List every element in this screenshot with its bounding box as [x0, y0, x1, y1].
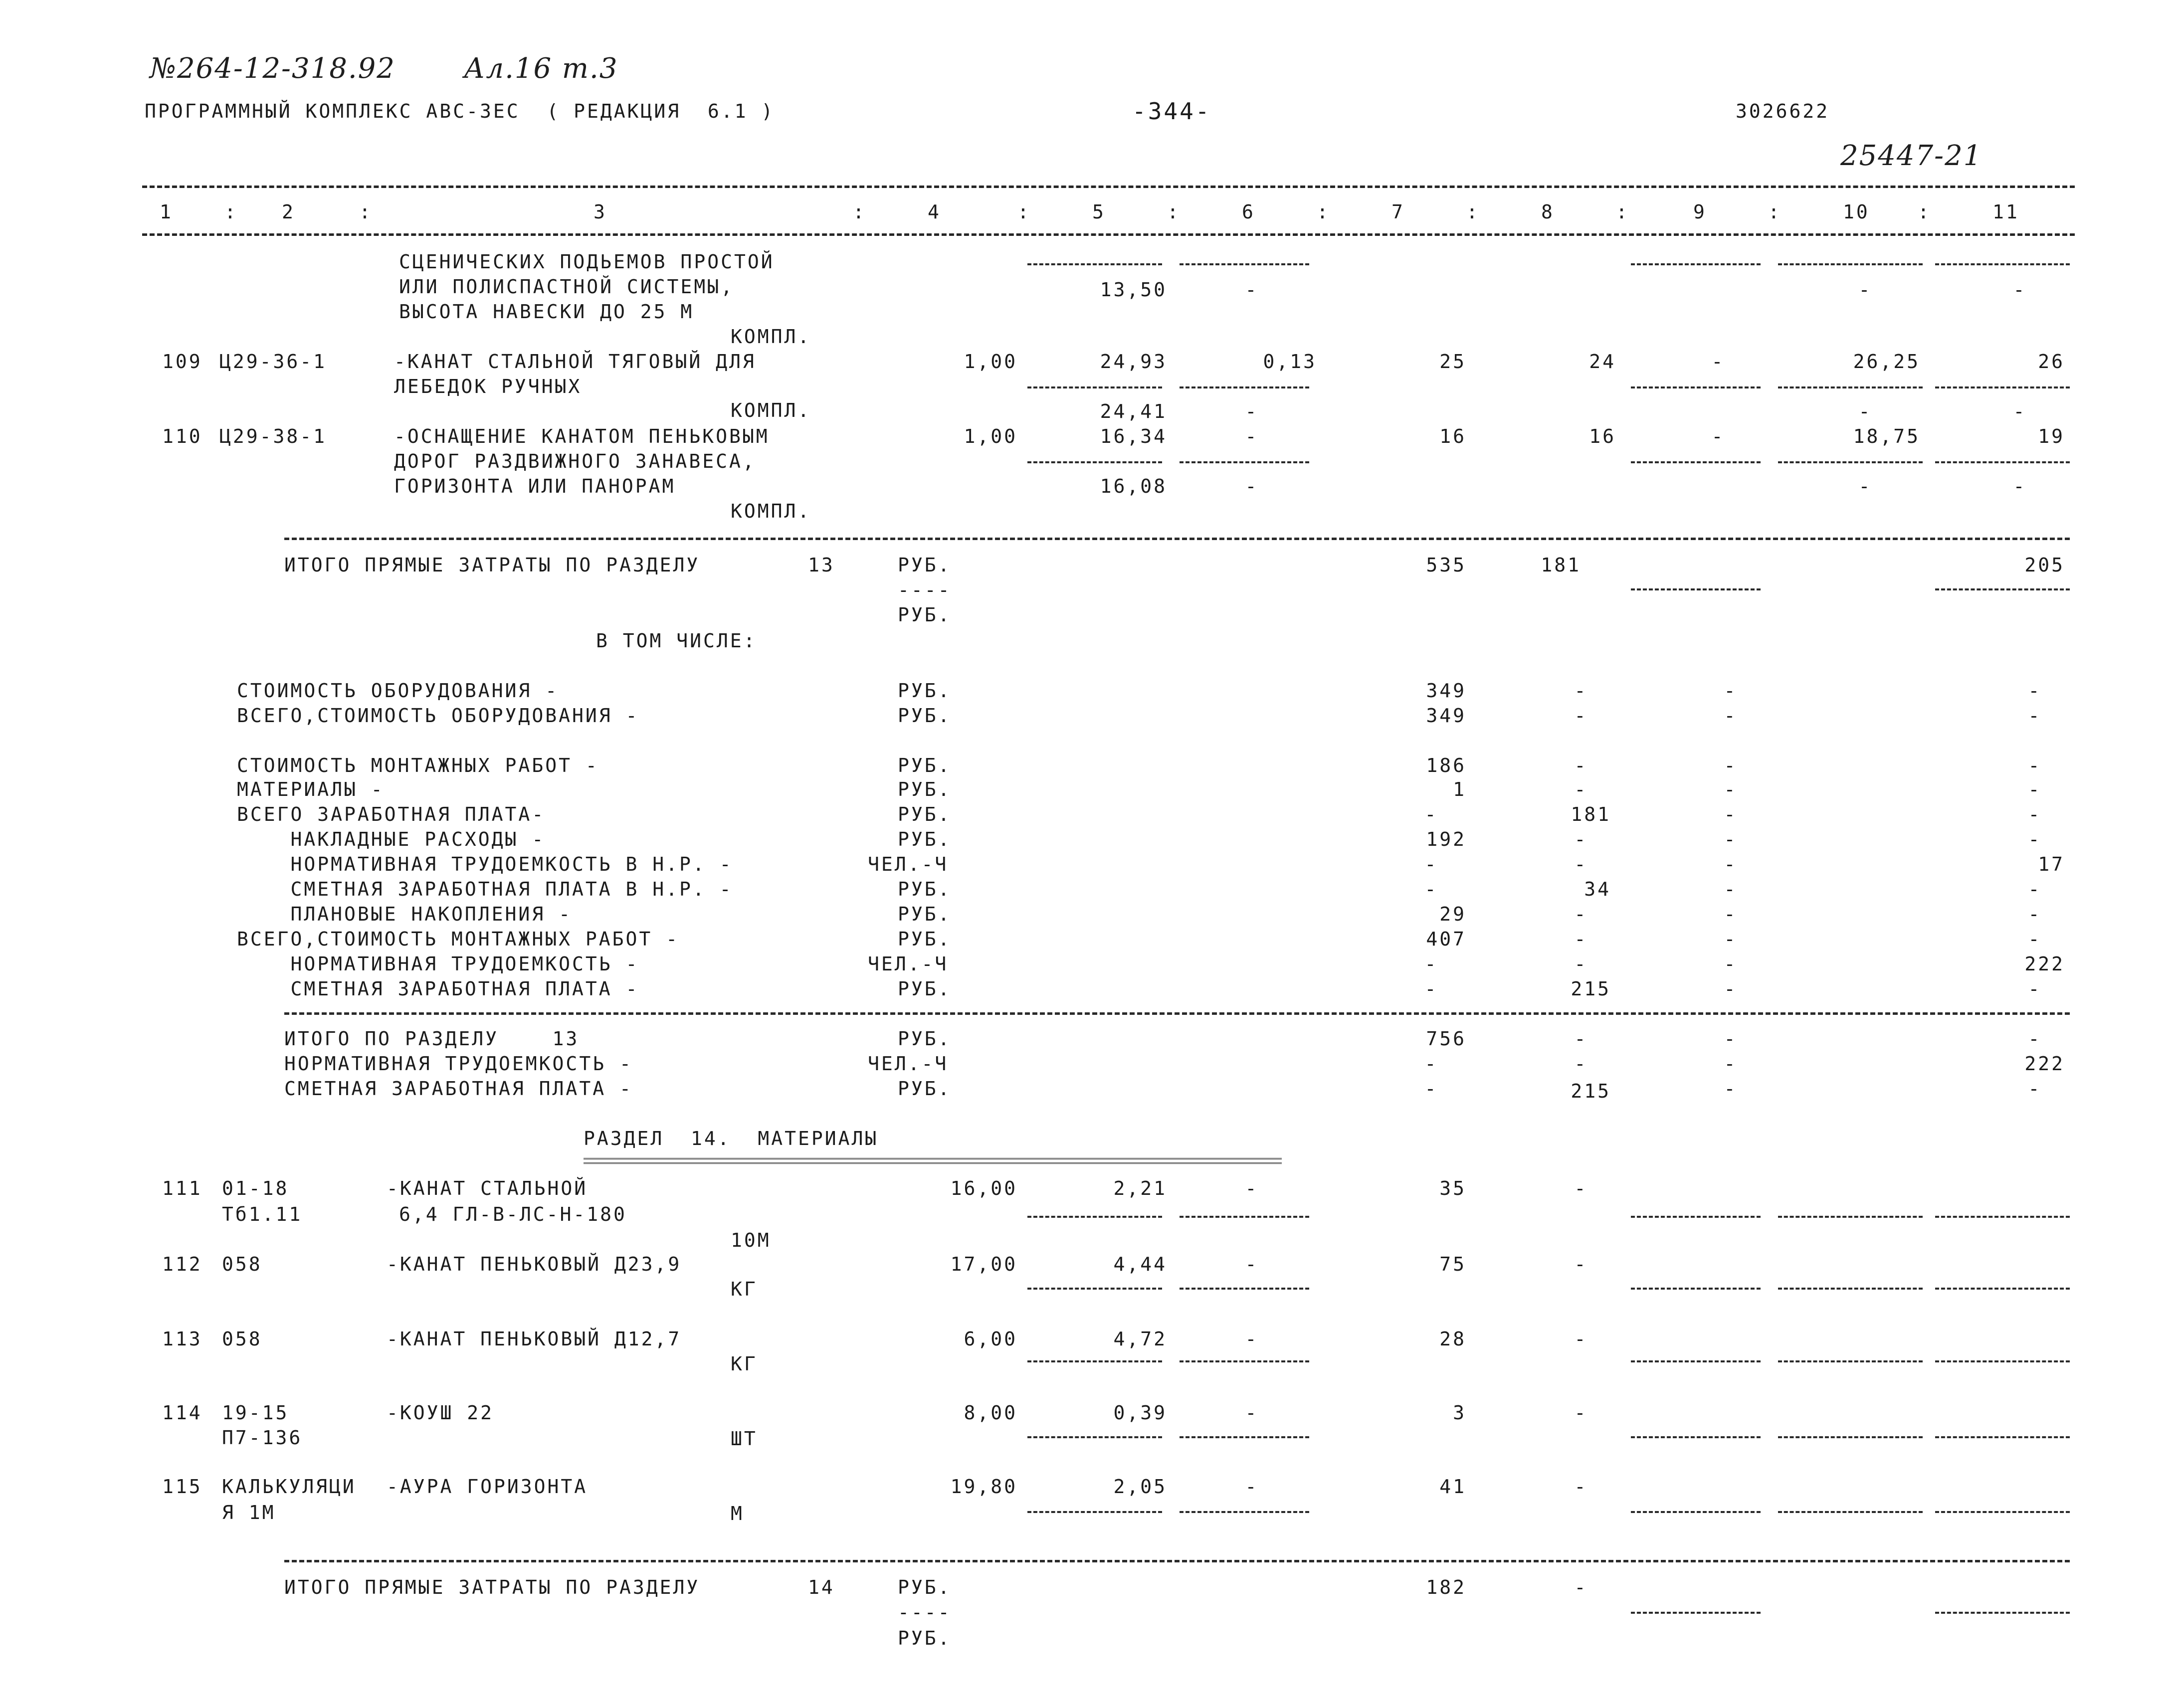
section-14-underline [584, 1158, 1282, 1164]
col-num: 8 [1541, 201, 1555, 223]
row-number: 110 [162, 425, 202, 447]
rule-section-14 [284, 1560, 2070, 1562]
row-name: ИЛИ ПОЛИСПАСТНОЙ СИСТЕМЫ, [399, 276, 734, 298]
program-line: ПРОГРАММНЫЙ КОМПЛЕКС АВС-ЗЕС ( РЕДАКЦИЯ 6.1 ) [145, 100, 775, 122]
section-14-title: РАЗДЕЛ 14. МАТЕРИАЛЫ [584, 1128, 879, 1149]
row-name: ДОРОГ РАЗДВИЖНОГО ЗАНАВЕСА, [394, 450, 756, 472]
col-num: 3 [594, 201, 607, 223]
row-name: СЦЕНИЧЕСКИХ ПОДЬЕМОВ ПРОСТОЙ [399, 251, 775, 273]
handwritten-sheet-number: 25447-21 [1840, 140, 1982, 172]
row-unit: КОМПЛ. [731, 399, 811, 421]
col-num: 9 [1693, 201, 1707, 223]
col-num: 6 [1242, 201, 1255, 223]
rule-section-13 [284, 538, 2070, 540]
row-unit: КОМПЛ. [731, 500, 811, 522]
col-num: 1 [160, 201, 173, 223]
row-price: 13,50 [1100, 279, 1167, 301]
rule-total-13 [284, 1012, 2070, 1015]
handwritten-doc-number: №264-12-318.92 [150, 52, 396, 85]
col-num: 5 [1092, 201, 1106, 223]
summary-section: 13 [808, 554, 835, 576]
rule-header-bottom [142, 233, 2075, 236]
row-name: -КАНАТ СТАЛЬНОЙ ТЯГОВЫЙ ДЛЯ [394, 351, 756, 373]
row-name: ГОРИЗОНТА ИЛИ ПАНОРАМ [394, 475, 676, 497]
row-unit: КОМПЛ. [731, 326, 811, 348]
col-num: 4 [928, 201, 941, 223]
page-number: -344- [1132, 98, 1211, 125]
row-code: Ц29-36-1 [219, 351, 327, 373]
row-code: Ц29-38-1 [219, 425, 327, 447]
rule-top [142, 186, 2075, 188]
col-num: 10 [1843, 201, 1870, 223]
in-that-heading: В ТОМ ЧИСЛЕ: [596, 630, 757, 652]
row-name: -ОСНАЩЕНИЕ КАНАТОМ ПЕНЬКОВЫМ [394, 425, 770, 447]
col-num: 2 [282, 201, 295, 223]
row-name: ВЫСОТА НАВЕСКИ ДО 25 М [399, 301, 694, 323]
handwritten-album: Ал.16 т.3 [464, 52, 618, 85]
col-num: 11 [1992, 201, 2019, 223]
document-code: 3026622 [1736, 100, 1830, 122]
row-name: ЛЕБЕДОК РУЧНЫХ [394, 376, 582, 397]
summary-title: ИТОГО ПРЯМЫЕ ЗАТРАТЫ ПО РАЗДЕЛУ [284, 554, 700, 576]
row-number: 109 [162, 351, 202, 373]
col-num: 7 [1391, 201, 1405, 223]
